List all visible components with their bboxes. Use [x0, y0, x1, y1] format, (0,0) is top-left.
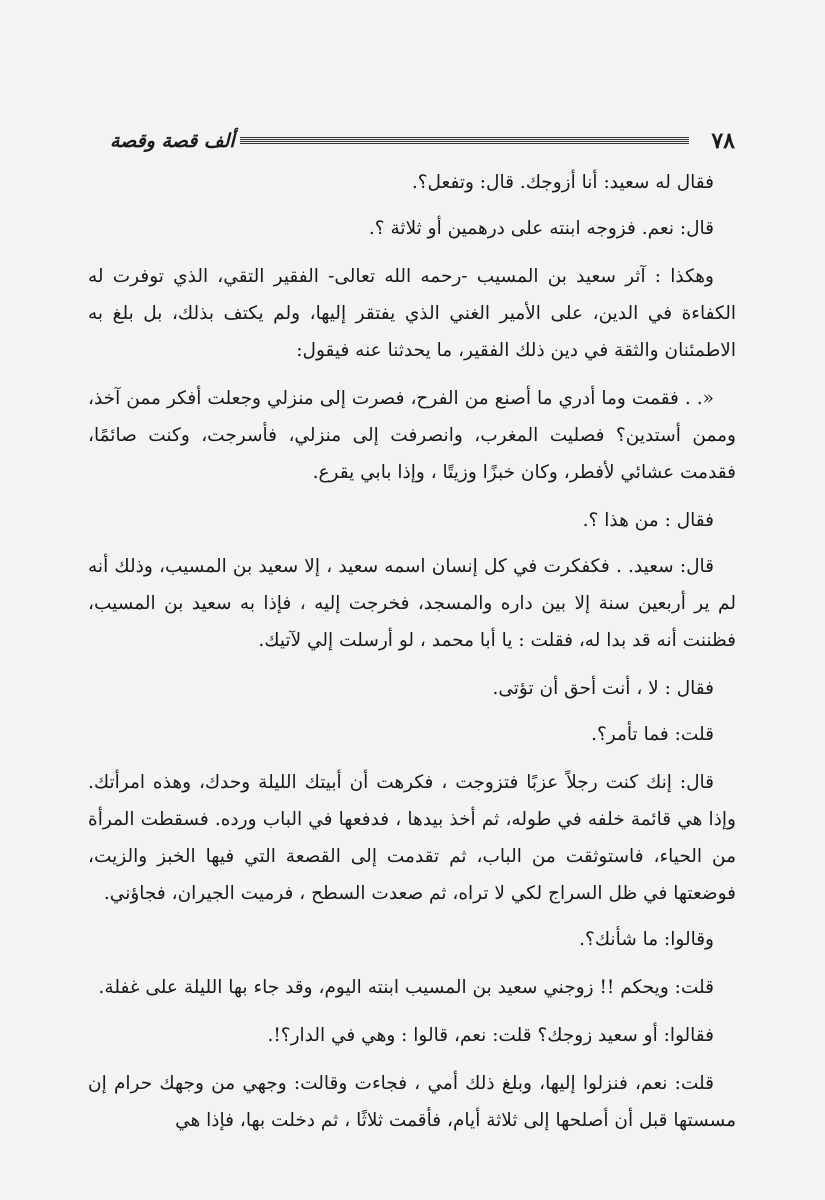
paragraph: فقال : من هذا ؟. [582, 510, 714, 531]
paragraph: قال: إنك كنت رجلاً عزبًا فتزوجت ، فكرهت أن أبيتك الليلة وحدك، وهذه امرأتك. وإذا هي قائمة خلفه في طوله، ثم أخذ بيدها ، فدفعها في الباب ورده. فسقطت المرأة من الحياء، فاستوثقت من الباب، ثم تقدمت إلى القصعة التي فيها الخبز والزيت، فوضعتها في ظل السراج لكي لا تراه، ثم صعدت السطح ، فرميت الجيران، فجاؤني. [88, 772, 736, 904]
body-text [88, 164, 736, 1150]
page-number: ٧٨ [711, 128, 735, 154]
paragraph: «. . فقمت وما أدري ما أصنع من الفرح، فصرت إلى منزلي وجعلت أفكر ممن آخذ، وممن أستدين؟ فصليت المغرب، وانصرفت إلى منزلي، فأسرجت، وكنت صائمًا، فقدمت عشائي لأفطر، وكان خبزًا وزيتًا ، وإذا بابي يقرع. [88, 388, 736, 483]
page-header [110, 126, 735, 156]
paragraph: قال: نعم. فزوجه ابنته على درهمين أو ثلاثة ؟. [368, 218, 714, 239]
paragraph: فقال له سعيد: أنا أزوجك. قال: وتفعل؟. [411, 172, 714, 193]
header-rule [240, 137, 689, 145]
paragraph: فقال : لا ، أنت أحق أن تؤتى. [492, 678, 714, 699]
paragraph: وهكذا : آثر سعيد بن المسيب -رحمه الله تعالى- الفقير التقي، الذي توفرت له الكفاءة في الدين، على الأمير الغني الذي يفتقر إليها، ولم يكتف بذلك، بل بلغ به الاطمئنان والثقة في دين ذلك الفقير، ما يحدثنا عنه فيقول: [88, 266, 736, 361]
paragraph: فقالوا: أو سعيد زوجك؟ قلت: نعم، قالوا : وهي في الدار؟!. [267, 1025, 714, 1046]
paragraph: قلت: نعم، فنزلوا إليها، وبلغ ذلك أمي ، فجاءت وقالت: وجهي من وجهك حرام إن مسستها قبل أن أصلحها إلى ثلاثة أيام، فأقمت ثلاثًا ، ثم دخلت بها، فإذا هي [88, 1073, 736, 1131]
paragraph: قلت: ويحكم !! زوجني سعيد بن المسيب ابنته اليوم، وقد جاء بها الليلة على غفلة. [98, 977, 714, 998]
paragraph: قال: سعيد. . فكفكرت في كل إنسان اسمه سعيد ، إلا سعيد بن المسيب، وذلك أنه لم ير أربعين سنة إلا بين داره والمسجد، فخرجت إليه ، فإذا به سعيد بن المسيب، فظننت أنه قد بدا له، فقلت : يا أبا محمد ، لو أرسلت إلي لآتيك. [88, 556, 736, 651]
paragraph: قلت: فما تأمر؟. [591, 724, 714, 745]
book-title: ألف قصة وقصة [110, 130, 235, 152]
paragraph: وقالوا: ما شأنك؟. [579, 929, 714, 950]
